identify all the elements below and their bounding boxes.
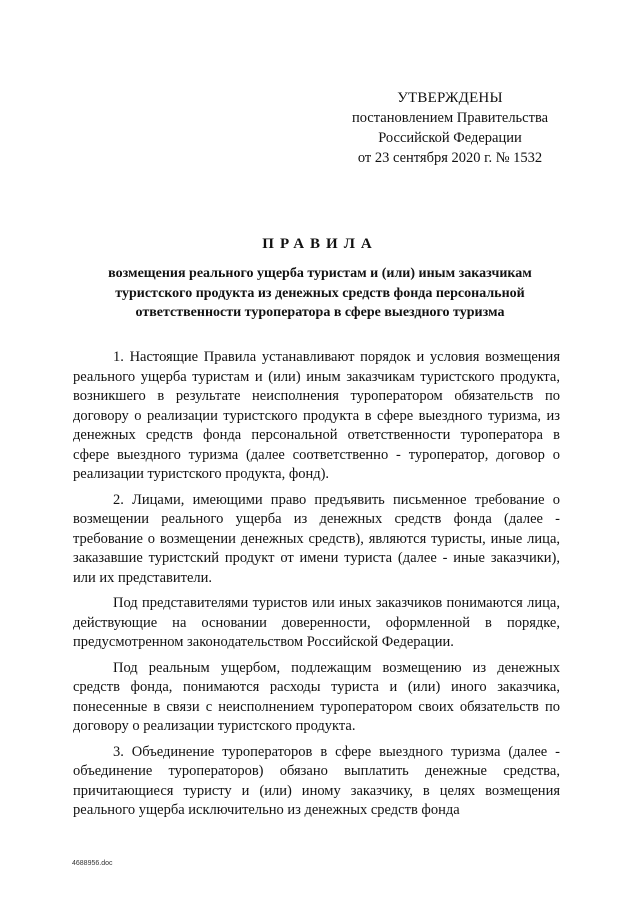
- paragraph-real-damage: Под реальным ущербом, подлежащим возмещению из денежных средств фонда, понимаются расходы туриста и (или) иного заказчика, понесенные в связи с неисполнением туроператором своих обязательств по договору о реализации туристского продукта.: [73, 659, 560, 734]
- paragraph-1: 1. Настоящие Правила устанавливают порядок и условия возмещения реального ущерба туристам и (или) иным заказчикам туристского продукта, возникшего в результате неисполнения туроператором обязательств по договору о реализации туристского продукта в сфере выездного туризма, из денежных средств фонда персональной ответственности туроператора в сфере выездного туризма (далее соответственно - туроператор, договор о реализации туристского продукта, фонд).: [73, 349, 560, 482]
- paragraph-3: 3. Объединение туроператоров в сфере выездного туризма (далее - объединение туроператоров) обязано выплатить денежные средства, причитающиеся туристу и (или) иному заказчику, в целях возмещения реального ущерба исключительно из денежных средств фонда: [73, 743, 560, 818]
- document-subtitle: возмещения реального ущерба туристам и (или) иным заказчикам туристского продукта из денежных средств фонда персональной ответственности туроператора в сфере выездного туризма: [108, 266, 532, 320]
- document-file-id: 4688956.doc: [72, 860, 113, 867]
- approval-line-date-number: от 23 сентября 2020 г. № 1532: [357, 150, 543, 166]
- document-body: [73, 348, 560, 827]
- approval-block: [340, 88, 560, 168]
- approval-line-federation: Российской Федерации: [378, 130, 522, 146]
- approval-heading: УТВЕРЖДЕНЫ: [397, 90, 503, 106]
- document-title: ПРАВИЛА: [262, 236, 378, 252]
- paragraph-representatives: Под представителями туристов или иных заказчиков понимаются лица, действующие на основании доверенности, оформленной в порядке, предусмотренном законодательством Российской Федерации.: [73, 595, 560, 650]
- approval-line-resolution: постановлением Правительства: [351, 110, 549, 126]
- paragraph-2: 2. Лицами, имеющими право предъявить письменное требование о возмещении реального ущерба из денежных средств фонда (далее - требование о возмещении денежных средств), являются туристы, иные лица, заказавшие туристский продукт от имени туриста (далее - иные заказчики), или их представители.: [73, 491, 560, 586]
